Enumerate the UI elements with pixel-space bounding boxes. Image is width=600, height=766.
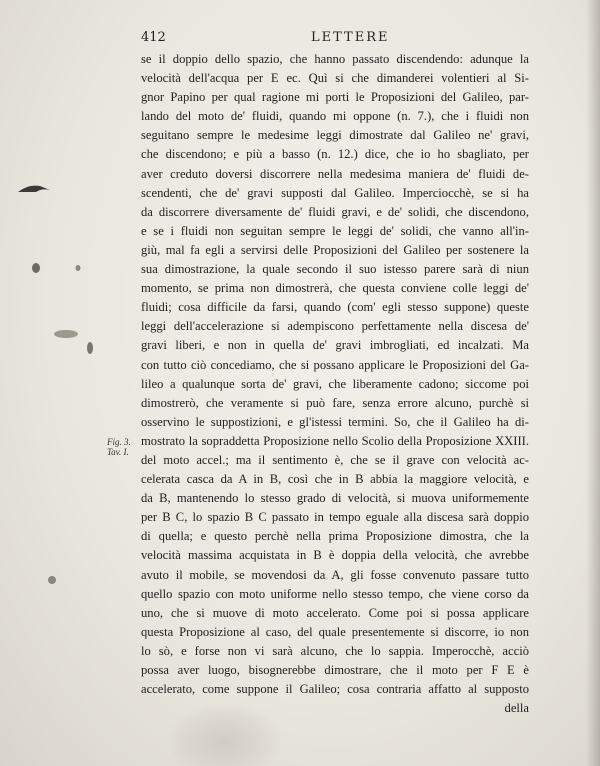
text-line: fluidi; cosa difficile da farsi, quando (com' egli stesso suppone) queste — [141, 300, 529, 315]
text-line: osservino le suppostizioni, e gl'istessi termini. So, che il Galileo ha di- — [141, 414, 529, 429]
text-line: aver creduto doversi discorrere nella medesima maniera de' fluidi de- — [141, 166, 529, 181]
text-line: momento, se prima non dimostrerà, che questa conviene colle leggi de' — [141, 281, 529, 296]
wormhole-speck — [48, 576, 56, 584]
text-line: da B, mantenendo lo stesso grado di velocità, si muova uniformemente — [141, 491, 529, 506]
text-line: che discendono; e più a basso (n. 12.) dice, che io ho sbagliato, per — [141, 147, 529, 162]
wormhole-speck — [54, 330, 78, 338]
text-line: scendenti, che de' gravi supposti dal Galileo. Imperciocchè, se si ha — [141, 185, 529, 200]
text-line: leggi dell'accelerazione si adempiscono perfettamente nella discesa de' — [141, 319, 529, 334]
text-line: possa aver luogo, bisognerebbe dimostrare, che il moto per F E è — [141, 663, 529, 677]
text-line: quello spazio con moto uniforme nello stesso tempo, che viene corso da — [141, 586, 529, 601]
text-line: per B C, lo spazio B C passato in tempo eguale alla discesa sarà doppio — [141, 510, 529, 525]
figure-label: Fig. 3. — [107, 437, 131, 447]
text-line: velocità massima acquistata in B è doppia della velocità, che avrebbe — [141, 548, 529, 563]
text-line: del moto accel.; ma il sentimento è, che se il grave con velocità ac- — [141, 452, 529, 467]
text-line: sua dimostrazione, la quale secondo il suo istesso parere sarà di niun — [141, 262, 529, 277]
wormhole-speck — [76, 265, 81, 271]
text-line: di quella; e questo perchè nella prima Proposizione dimostra, che la — [141, 529, 529, 544]
text-line: gnor Papino per qual ragione mi porti le Proposizioni del Galileo, par- — [141, 90, 529, 105]
text-line: velocità dell'acqua per E ec. Quì si che dimanderei volentieri al Si- — [141, 71, 529, 86]
text-line: con tutto ciò concediamo, che si possano applicare le Proposizioni del Ga- — [141, 357, 529, 372]
text-line: uno, che si muove di moto accelerato. Come poi si possa applicare — [141, 605, 529, 620]
plate-label: Tav. I. — [107, 447, 129, 457]
page-number: 412 — [141, 30, 166, 45]
text-line: lando del moto de' fluidi, quando mi oppone (n. 7.), che i fluidi non — [141, 109, 529, 124]
text-line: seguitano sempre le medesime leggi dimostrate dal Galileo ne' gravi, — [141, 128, 529, 143]
wormhole-speck — [32, 263, 40, 273]
figure-reference-note — [107, 437, 141, 457]
text-line: da discorrere diversamente de' fluidi gravi, e de' solidi, che discendono, — [141, 204, 529, 219]
text-line: questa Proposizione al caso, del quale presentemente si discorre, io non — [141, 624, 529, 639]
text-line: celerata casca da A in B, così che in B abbia la maggiore velocità, e — [141, 472, 529, 487]
body-text — [141, 50, 529, 718]
text-line: lileo a qualunque sorta de' gravi, che liberamente cadono; siccome poi — [141, 376, 529, 391]
text-line: accelerato, come suppone il Galileo; cosa contraria affatto al supposto — [141, 682, 529, 697]
text-line: e se i fluidi non seguitan sempre le leggi de' solidi, che vanno all'in- — [141, 223, 529, 238]
catchword: della — [504, 701, 529, 716]
text-line: gravi liberi, e non in quella de' gravi imbrogliati, ed incalzati. Ma — [141, 338, 529, 353]
text-line: dimostrerò, che veramente si può fare, senza errore alcuno, purchè si — [141, 395, 529, 410]
ink-mark — [18, 186, 50, 192]
running-title: LETTERE — [311, 30, 390, 45]
text-line: lo sò, e forse non vi sarà alcuno, che lo sappia. Imperocchè, acciò — [141, 643, 529, 658]
page-header — [141, 30, 529, 48]
text-line: se il doppio dello spazio, che hanno passato discendendo: adunque la — [141, 52, 529, 66]
text-line: avuto il mobile, se movendosi da A, gli fosse convenuto passare tutto — [141, 567, 529, 582]
text-line: mostrato la sopraddetta Proposizione nello Scolio della Proposizione XXIII. — [141, 433, 529, 448]
text-line: giù, mal fa egli a servirsi delle Proposizioni del Galileo per sostenere la — [141, 242, 529, 257]
wormhole-speck — [87, 342, 93, 354]
